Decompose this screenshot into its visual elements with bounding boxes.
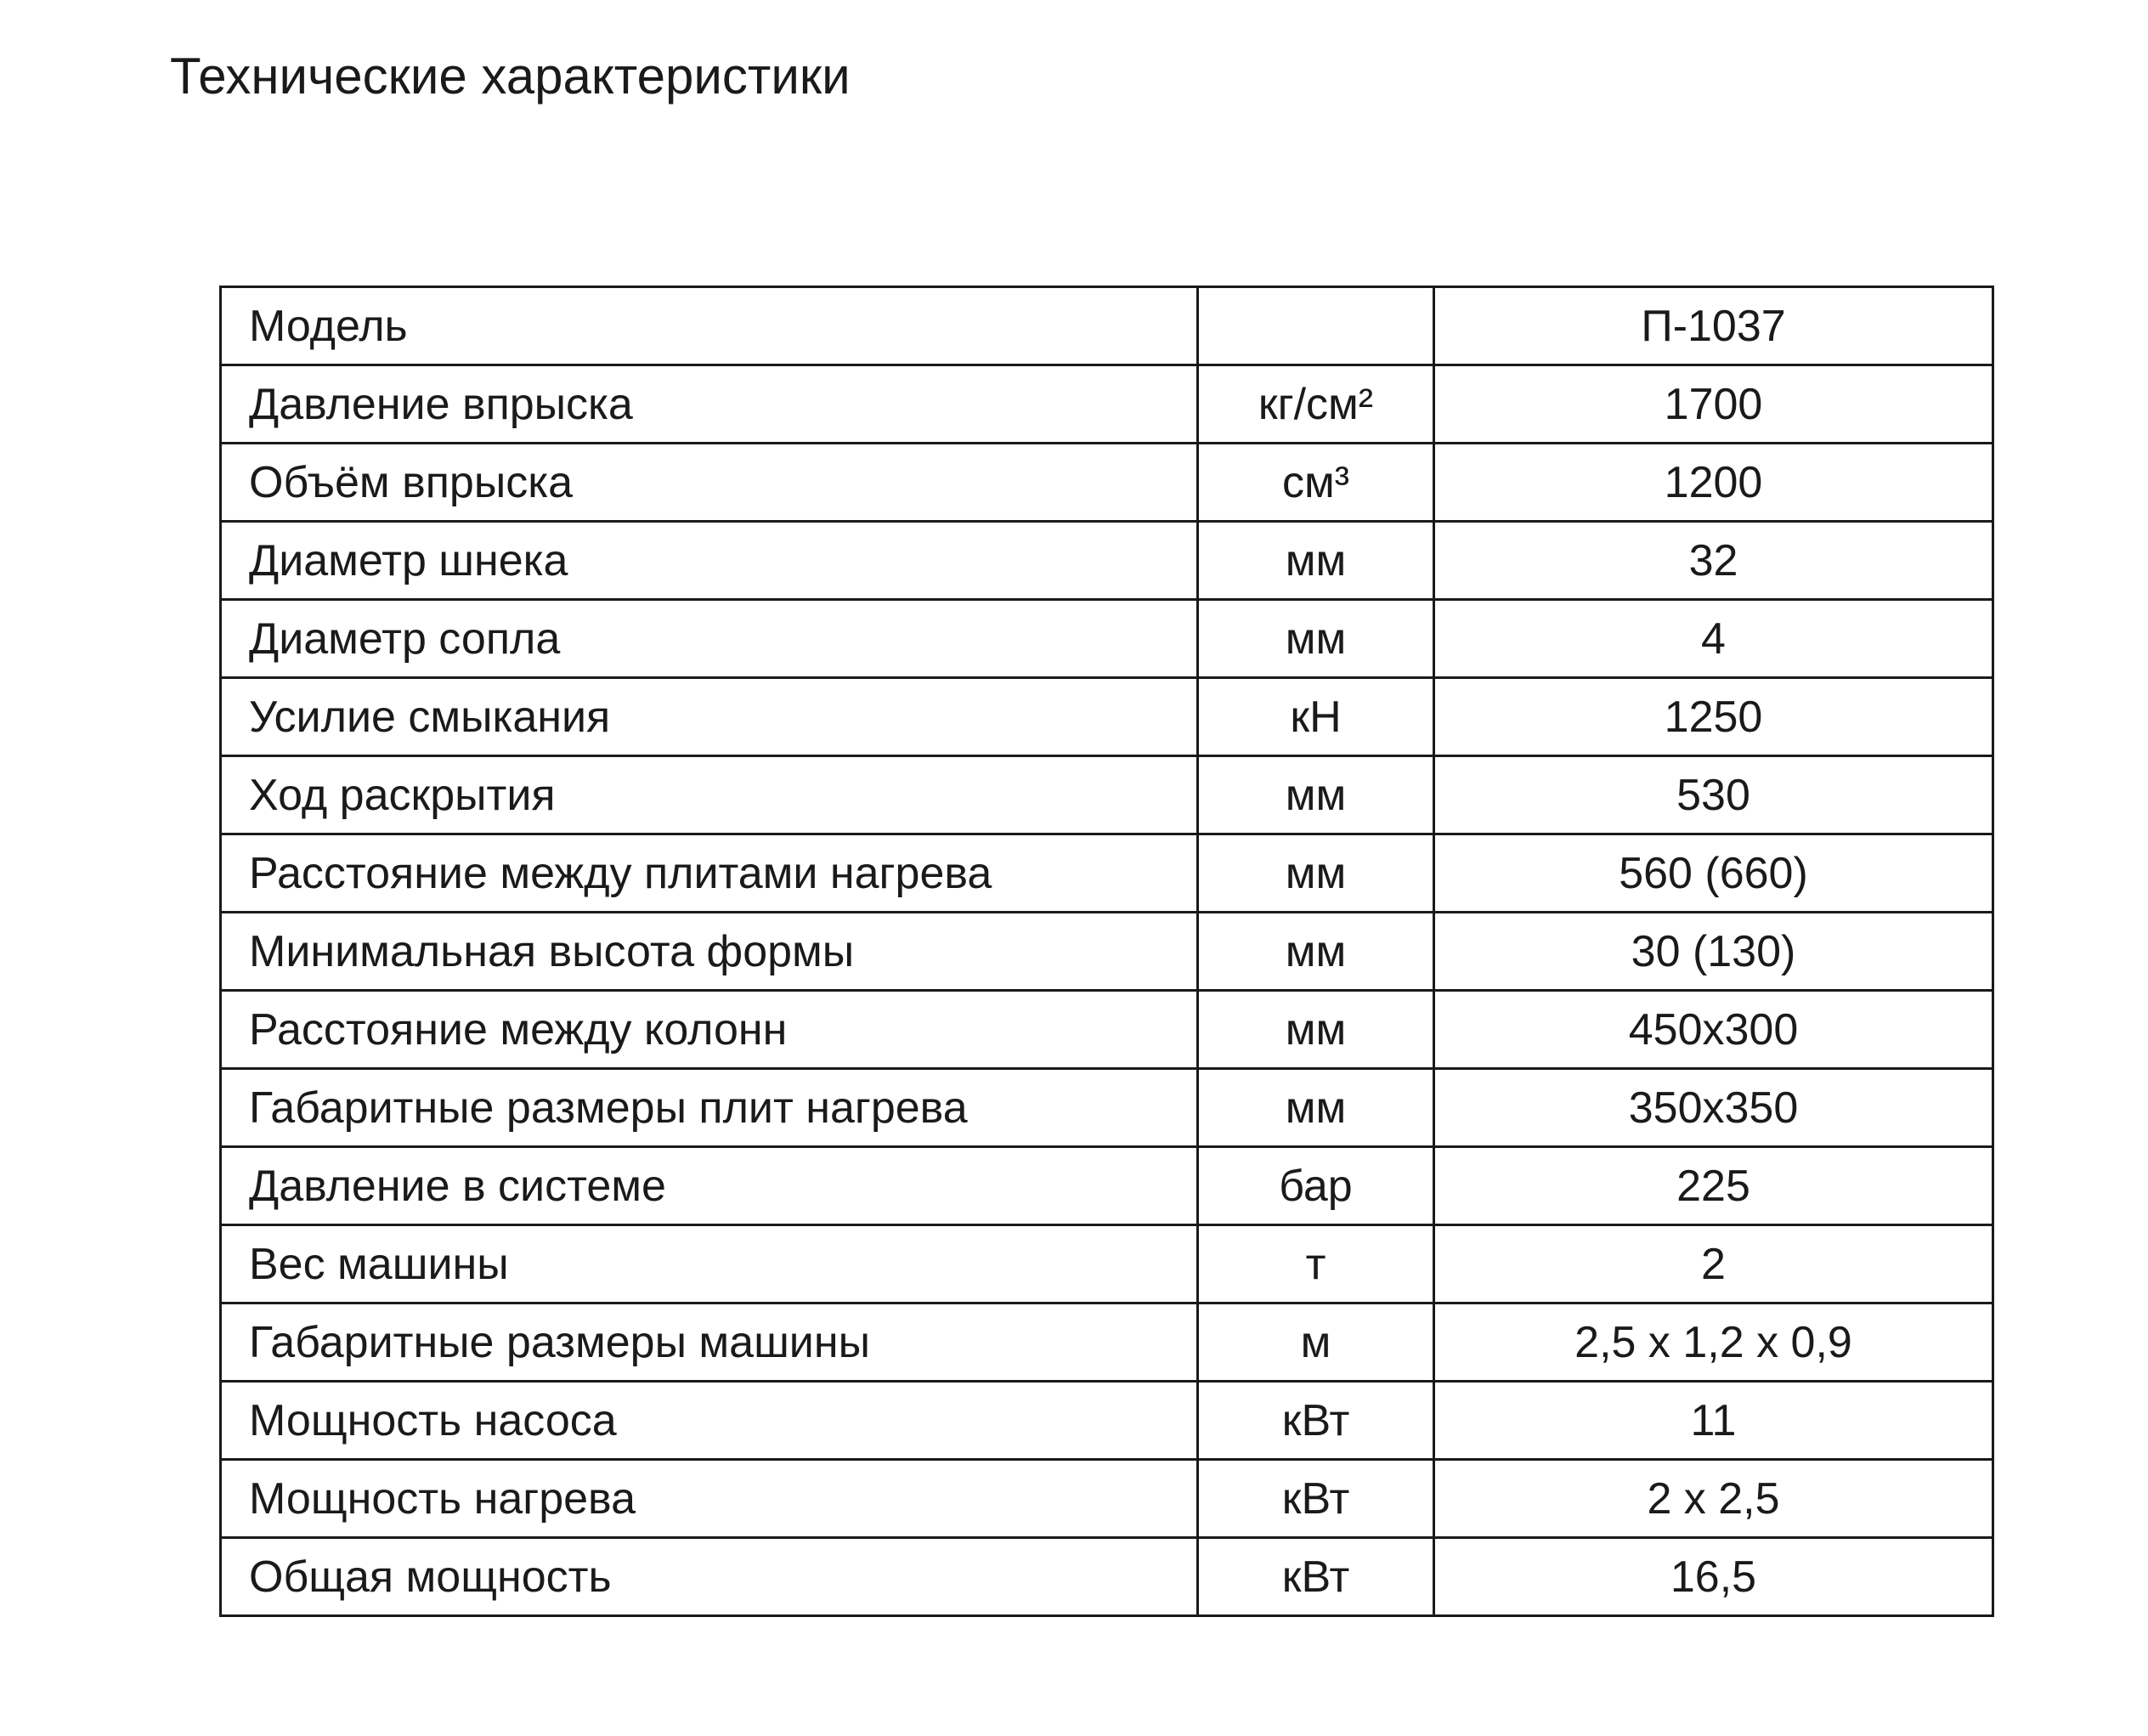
- param-name: Давление впрыска: [221, 365, 1198, 444]
- table-row-system-pressure: [221, 1147, 1993, 1225]
- param-name: Давление в системе: [221, 1147, 1198, 1225]
- param-value: 450x300: [1434, 991, 1993, 1069]
- param-unit: мм: [1198, 1069, 1434, 1147]
- table-row-total-power: [221, 1538, 1993, 1616]
- param-value: П-1037: [1434, 287, 1993, 365]
- param-unit: мм: [1198, 600, 1434, 678]
- param-name: Объём впрыска: [221, 444, 1198, 522]
- param-unit: кг/см²: [1198, 365, 1434, 444]
- param-name: Расстояние между колонн: [221, 991, 1198, 1069]
- page-title: Технические характеристики: [170, 48, 851, 105]
- param-value: 11: [1434, 1382, 1993, 1460]
- param-name: Модель: [221, 287, 1198, 365]
- param-unit: м: [1198, 1303, 1434, 1382]
- table-row-machine-weight: [221, 1225, 1993, 1303]
- table-row-clamping-force: [221, 678, 1993, 756]
- param-value: 1200: [1434, 444, 1993, 522]
- param-value: 4: [1434, 600, 1993, 678]
- param-value: 350x350: [1434, 1069, 1993, 1147]
- param-name: Диаметр шнека: [221, 522, 1198, 600]
- param-unit: мм: [1198, 834, 1434, 913]
- param-unit: см³: [1198, 444, 1434, 522]
- table-row-screw-diameter: [221, 522, 1993, 600]
- specifications-table: [219, 286, 1994, 1617]
- param-value: 32: [1434, 522, 1993, 600]
- param-value: 1250: [1434, 678, 1993, 756]
- param-value: 2,5 x 1,2 x 0,9: [1434, 1303, 1993, 1382]
- table-row-platen-dimensions: [221, 1069, 1993, 1147]
- table-row-model: [221, 287, 1993, 365]
- table-row-injection-pressure: [221, 365, 1993, 444]
- param-unit: кВт: [1198, 1538, 1434, 1616]
- param-name: Габаритные размеры плит нагрева: [221, 1069, 1198, 1147]
- param-value: 2: [1434, 1225, 1993, 1303]
- param-value: 2 x 2,5: [1434, 1460, 1993, 1538]
- table-row-min-mold-height: [221, 913, 1993, 991]
- param-value: 16,5: [1434, 1538, 1993, 1616]
- param-name: Вес машины: [221, 1225, 1198, 1303]
- table-row-injection-volume: [221, 444, 1993, 522]
- param-unit: мм: [1198, 991, 1434, 1069]
- param-value: 30 (130): [1434, 913, 1993, 991]
- param-value: 560 (660): [1434, 834, 1993, 913]
- param-name: Габаритные размеры машины: [221, 1303, 1198, 1382]
- param-unit: мм: [1198, 522, 1434, 600]
- param-value: 225: [1434, 1147, 1993, 1225]
- param-name: Мощность нагрева: [221, 1460, 1198, 1538]
- table-row-heating-power: [221, 1460, 1993, 1538]
- table-row-pump-power: [221, 1382, 1993, 1460]
- table-row-machine-dimensions: [221, 1303, 1993, 1382]
- param-value: 1700: [1434, 365, 1993, 444]
- param-name: Минимальная высота формы: [221, 913, 1198, 991]
- param-name: Диаметр сопла: [221, 600, 1198, 678]
- param-unit: кВт: [1198, 1460, 1434, 1538]
- param-unit: кВт: [1198, 1382, 1434, 1460]
- param-unit: кН: [1198, 678, 1434, 756]
- table-row-opening-stroke: [221, 756, 1993, 834]
- param-name: Ход раскрытия: [221, 756, 1198, 834]
- table-row-nozzle-diameter: [221, 600, 1993, 678]
- param-name: Общая мощность: [221, 1538, 1198, 1616]
- param-unit: мм: [1198, 756, 1434, 834]
- param-name: Мощность насоса: [221, 1382, 1198, 1460]
- param-unit: [1198, 287, 1434, 365]
- param-unit: мм: [1198, 913, 1434, 991]
- param-name: Расстояние между плитами нагрева: [221, 834, 1198, 913]
- param-name: Усилие смыкания: [221, 678, 1198, 756]
- param-unit: бар: [1198, 1147, 1434, 1225]
- param-value: 530: [1434, 756, 1993, 834]
- param-unit: т: [1198, 1225, 1434, 1303]
- table-row-platen-distance: [221, 834, 1993, 913]
- table-row-tie-bar-distance: [221, 991, 1993, 1069]
